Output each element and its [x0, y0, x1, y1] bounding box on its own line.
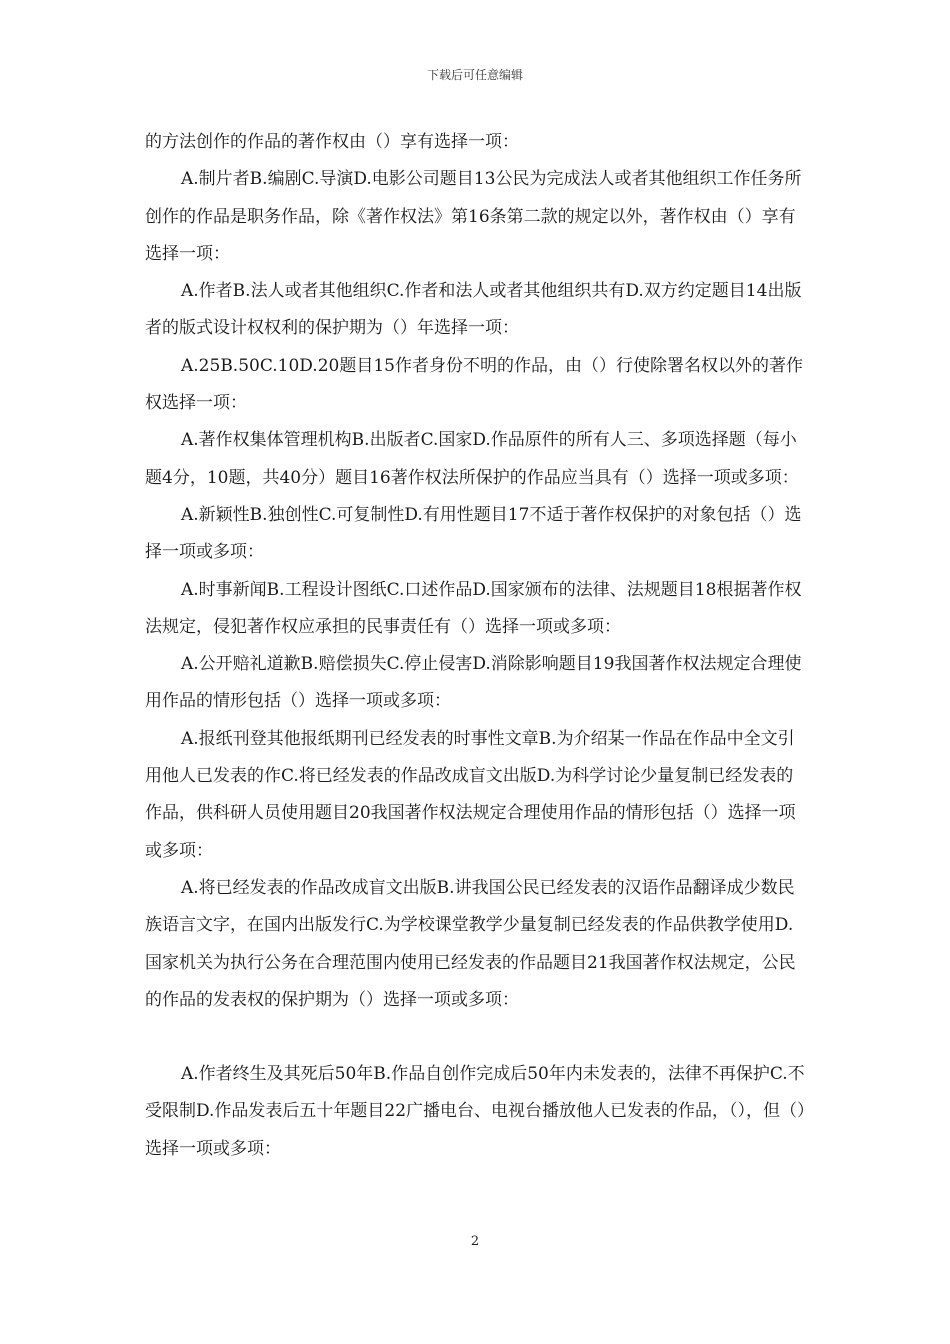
paragraph: A.作者终生及其死后50年B.作品自创作完成后50年内未发表的，法律不再保护C.不受限制D.作品发表后五十年题目22广播电台、电视台播放他人已发表的作品，（），但（）选择一项或多项：	[145, 1064, 806, 1159]
paragraph: A.新颖性B.独创性C.可复制性D.有用性题目17不适于著作权保护的对象包括（）选择一项或多项：	[145, 504, 802, 563]
paragraph: 的方法创作的作品的著作权由（）享有选择一项：	[145, 132, 519, 152]
paragraph: A.制片者B.编剧C.导演D.电影公司题目13公民为完成法人或者其他组织工作任务所创作的作品是职务作品，除《著作权法》第16条第二款的规定以外，著作权由（）享有选择一项：	[145, 169, 802, 264]
document-body	[145, 124, 809, 1168]
paragraph: A.将已经发表的作品改成盲文出版B.讲我国公民已经发表的汉语作品翻译成少数民族语言文字，在国内出版发行C.为学校课堂教学少量复制已经发表的作品供教学使用D.国家机关为执行公务在合理范围内使用已经发表的作品题目21我国著作权法规定，公民的作品的发表权的保护期为（）选择一项或多项：	[145, 877, 796, 1010]
paragraph: A.25B.50C.10D.20题目15作者身份不明的作品，由（）行使除署名权以外的著作权选择一项：	[145, 355, 803, 414]
paragraph: A.时事新闻B.工程设计图纸C.口述作品D.国家颁布的法律、法规题目18根据著作权法规定，侵犯著作权应承担的民事责任有（）选择一项或多项：	[145, 579, 802, 637]
paragraph: A.报纸刊登其他报纸期刊已经发表的时事性文章B.为介绍某一作品在作品中全文引用他人已发表的作C.将已经发表的作品改成盲文出版D.为科学讨论少量复制已经发表的作品，供科研人员使用题目20我国著作权法规定合理使用作品的情形包括（）选择一项或多项：	[145, 728, 796, 861]
paragraph: A.公开赔礼道歉B.赔偿损失C.停止侵害D.消除影响题目19我国著作权法规定合理使用作品的情形包括（）选择一项或多项：	[145, 654, 802, 712]
page-number: 2	[470, 1234, 480, 1249]
paragraph: A.著作权集体管理机构B.出版者C.国家D.作品原件的所有人三、多项选择题（每小题4分，10题，共40分）题目16著作权法所保护的作品应当具有（）选择一项或多项：	[145, 430, 799, 488]
page-header: 下载后可任意编辑	[426, 68, 523, 82]
paragraph: A.作者B.法人或者其他组织C.作者和法人或者其他组织共有D.双方约定题目14出版者的版式设计权权利的保护期为（）年选择一项：	[145, 281, 802, 339]
